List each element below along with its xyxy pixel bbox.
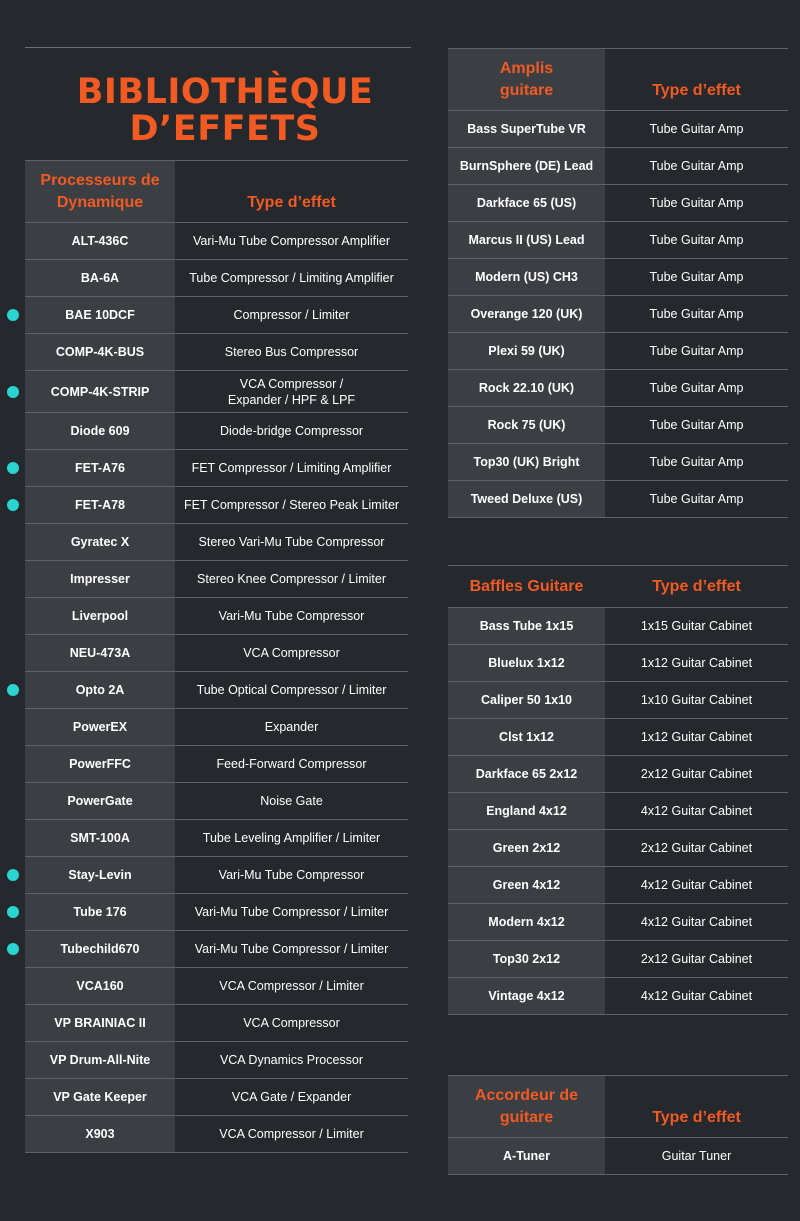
amp-name: BurnSphere (DE) Lead [448,148,605,185]
cabinet-type: 4x12 Guitar Cabinet [605,904,788,941]
dynamics-name: PowerEX [25,709,175,746]
dynamics-name: FET-A76 [25,450,175,487]
amp-name: Tweed Deluxe (US) [448,481,605,518]
dynamics-type: Stereo Bus Compressor [175,334,408,371]
dynamics-type: Stereo Vari-Mu Tube Compressor [175,524,408,561]
cabinet-row [448,719,788,756]
dynamics-name: Gyratec X [25,524,175,561]
dynamics-type: VCA Gate / Expander [175,1079,408,1116]
dynamics-type: VCA Compressor / Expander / HPF & LPF [175,371,408,413]
dynamics-type: Diode-bridge Compressor [175,413,408,450]
amp-row [448,296,788,333]
dynamics-header-type: Type d’effet [175,161,408,223]
amps-header-type: Type d’effet [605,49,788,111]
cabinet-name: Modern 4x12 [448,904,605,941]
dynamics-row [25,1042,408,1079]
cabinet-row [448,645,788,682]
dynamics-name: ALT-436C [25,223,175,260]
page-title [25,74,425,148]
cabinet-row [448,830,788,867]
dynamics-type: Tube Compressor / Limiting Amplifier [175,260,408,297]
dynamics-row [25,487,408,524]
dynamics-name: BA-6A [25,260,175,297]
amp-type: Tube Guitar Amp [605,407,788,444]
cabinet-name: Green 2x12 [448,830,605,867]
dynamics-type: Vari-Mu Tube Compressor [175,598,408,635]
dynamics-name: Opto 2A [25,672,175,709]
dynamics-row [25,561,408,598]
dynamics-row [25,297,408,334]
dynamics-type: VCA Dynamics Processor [175,1042,408,1079]
dynamics-name: VP BRAINIAC II [25,1005,175,1042]
dynamics-row [25,524,408,561]
tuner-header-type: Type d’effet [605,1076,788,1138]
top-divider [25,47,411,48]
cabinet-row [448,608,788,645]
amp-row [448,222,788,259]
dynamics-name: Tube 176 [25,894,175,931]
cabinet-row [448,978,788,1015]
dynamics-row [25,413,408,450]
cabinet-row [448,904,788,941]
dynamics-type: Noise Gate [175,783,408,820]
cabinet-type: 2x12 Guitar Cabinet [605,830,788,867]
cabinet-row [448,756,788,793]
amp-type: Tube Guitar Amp [605,370,788,407]
amp-row [448,333,788,370]
cabinet-name: Vintage 4x12 [448,978,605,1015]
amp-name: Top30 (UK) Bright [448,444,605,481]
indicator-dot [7,309,19,321]
cabinet-row [448,941,788,978]
dynamics-name: PowerFFC [25,746,175,783]
dynamics-row [25,371,408,413]
amp-name: Plexi 59 (UK) [448,333,605,370]
amp-row [448,111,788,148]
dynamics-type: Vari-Mu Tube Compressor / Limiter [175,894,408,931]
dynamics-row [25,1079,408,1116]
dynamics-row [25,334,408,371]
dynamics-type: Feed-Forward Compressor [175,746,408,783]
dynamics-name: VCA160 [25,968,175,1005]
cabinet-name: Top30 2x12 [448,941,605,978]
dynamics-row [25,709,408,746]
tuner-header-tuner: Accordeur de guitare [448,1076,605,1138]
cabinet-name: Caliper 50 1x10 [448,682,605,719]
dynamics-name: Liverpool [25,598,175,635]
dynamics-type: Vari-Mu Tube Compressor [175,857,408,894]
amp-type: Tube Guitar Amp [605,185,788,222]
amp-name: Rock 75 (UK) [448,407,605,444]
dynamics-table [25,160,408,1153]
dynamics-row [25,450,408,487]
dynamics-row [25,672,408,709]
title-line-2: D’EFFETS [129,109,321,149]
dynamics-name: PowerGate [25,783,175,820]
dynamics-row [25,857,408,894]
amp-row [448,259,788,296]
dynamics-type: Expander [175,709,408,746]
dynamics-row [25,260,408,297]
dynamics-row [25,1116,408,1153]
dynamics-name: Impresser [25,561,175,598]
dynamics-row [25,598,408,635]
dynamics-row [25,1005,408,1042]
dynamics-type: Compressor / Limiter [175,297,408,334]
dynamics-row [25,746,408,783]
dynamics-type: Vari-Mu Tube Compressor / Limiter [175,931,408,968]
dynamics-type: VCA Compressor [175,1005,408,1042]
amp-type: Tube Guitar Amp [605,111,788,148]
amps-header-amps: Amplis guitare [448,49,605,111]
dynamics-type: FET Compressor / Limiting Amplifier [175,450,408,487]
dynamics-type: Vari-Mu Tube Compressor Amplifier [175,223,408,260]
dynamics-row [25,968,408,1005]
indicator-dot [7,869,19,881]
dynamics-header-processors: Processeurs de Dynamique [25,161,175,223]
amp-type: Tube Guitar Amp [605,148,788,185]
amp-type: Tube Guitar Amp [605,333,788,370]
cabinet-type: 2x12 Guitar Cabinet [605,941,788,978]
amp-type: Tube Guitar Amp [605,259,788,296]
dynamics-name: COMP-4K-BUS [25,334,175,371]
dynamics-name: SMT-100A [25,820,175,857]
cabinets-table [448,565,788,1015]
cabinet-type: 2x12 Guitar Cabinet [605,756,788,793]
cabinet-row [448,682,788,719]
tuner-table [448,1075,788,1175]
dynamics-name: VP Gate Keeper [25,1079,175,1116]
amp-row [448,185,788,222]
indicator-dot [7,499,19,511]
indicator-dot [7,943,19,955]
cabinets-header-cabinets: Baffles Guitare [448,566,605,608]
cabinet-type: 4x12 Guitar Cabinet [605,978,788,1015]
amp-type: Tube Guitar Amp [605,222,788,259]
cabinet-name: England 4x12 [448,793,605,830]
dynamics-row [25,894,408,931]
dynamics-name: COMP-4K-STRIP [25,371,175,413]
cabinet-type: 1x10 Guitar Cabinet [605,682,788,719]
dynamics-name: Tubechild670 [25,931,175,968]
cabinet-type: 1x12 Guitar Cabinet [605,719,788,756]
dynamics-name: Stay-Levin [25,857,175,894]
cabinet-type: 4x12 Guitar Cabinet [605,793,788,830]
dynamics-name: VP Drum-All-Nite [25,1042,175,1079]
amp-name: Darkface 65 (US) [448,185,605,222]
cabinet-row [448,867,788,904]
cabinet-type: 4x12 Guitar Cabinet [605,867,788,904]
cabinet-name: Bluelux 1x12 [448,645,605,682]
dynamics-name: Diode 609 [25,413,175,450]
amp-type: Tube Guitar Amp [605,296,788,333]
indicator-dot [7,684,19,696]
dynamics-name: FET-A78 [25,487,175,524]
amp-name: Modern (US) CH3 [448,259,605,296]
cabinet-row [448,793,788,830]
dynamics-type: Stereo Knee Compressor / Limiter [175,561,408,598]
tuner-row [448,1138,788,1175]
dynamics-name: NEU-473A [25,635,175,672]
dynamics-row [25,783,408,820]
amps-table [448,48,788,518]
amp-row [448,370,788,407]
amp-name: Overange 120 (UK) [448,296,605,333]
amp-name: Marcus II (US) Lead [448,222,605,259]
cabinet-name: Darkface 65 2x12 [448,756,605,793]
dynamics-type: VCA Compressor [175,635,408,672]
indicator-dot [7,462,19,474]
dynamics-name: X903 [25,1116,175,1153]
amp-row [448,444,788,481]
dynamics-type: FET Compressor / Stereo Peak Limiter [175,487,408,524]
amp-name: Rock 22.10 (UK) [448,370,605,407]
dynamics-row [25,931,408,968]
indicator-dot [7,906,19,918]
cabinet-name: Bass Tube 1x15 [448,608,605,645]
dynamics-type: VCA Compressor / Limiter [175,1116,408,1153]
tuner-type: Guitar Tuner [605,1138,788,1175]
amp-row [448,407,788,444]
amp-row [448,148,788,185]
cabinet-name: Green 4x12 [448,867,605,904]
dynamics-row [25,635,408,672]
dynamics-type: Tube Optical Compressor / Limiter [175,672,408,709]
amp-row [448,481,788,518]
dynamics-row [25,223,408,260]
amp-type: Tube Guitar Amp [605,481,788,518]
title-line-1: BIBLIOTHÈQUE [76,72,374,112]
cabinet-name: Clst 1x12 [448,719,605,756]
dynamics-name: BAE 10DCF [25,297,175,334]
cabinet-type: 1x12 Guitar Cabinet [605,645,788,682]
dynamics-type: VCA Compressor / Limiter [175,968,408,1005]
cabinet-type: 1x15 Guitar Cabinet [605,608,788,645]
indicator-dot [7,386,19,398]
amp-name: Bass SuperTube VR [448,111,605,148]
tuner-name: A-Tuner [448,1138,605,1175]
dynamics-type: Tube Leveling Amplifier / Limiter [175,820,408,857]
cabinets-header-type: Type d’effet [605,566,788,608]
dynamics-row [25,820,408,857]
amp-type: Tube Guitar Amp [605,444,788,481]
